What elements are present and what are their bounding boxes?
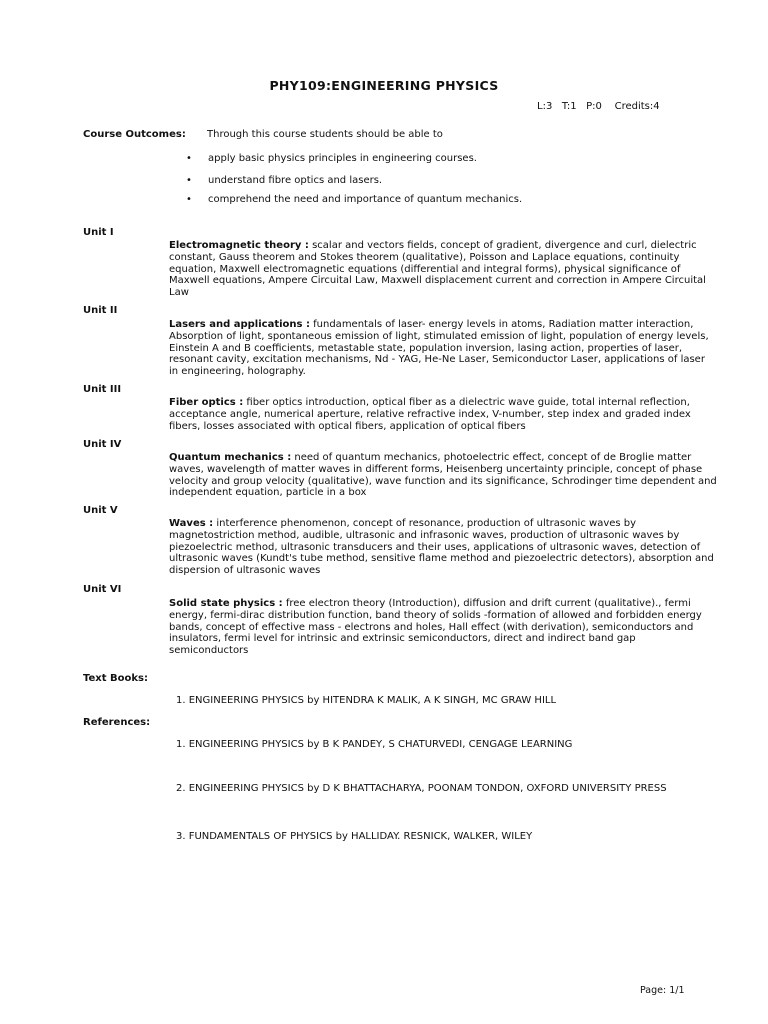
- unit-label: Unit I: [83, 227, 114, 238]
- unit-label: Unit III: [83, 384, 122, 395]
- text-book-item: 1. ENGINEERING PHYSICS by HITENDRA K MALIK, A K SINGH, MC GRAW HILL: [176, 695, 557, 706]
- references-label: References:: [83, 717, 151, 728]
- outcome-item: understand fibre optics and lasers.: [208, 175, 383, 186]
- unit-text: scalar and vectors fields, concept of gradient, divergence and curl, dielectric constant, Gauss theorem and Stokes theorem (qualitative), Poisson and Laplace equations, continuity equation, Maxwell electromagnetic equations (differential and integral forms), physical significance of Maxwell equations, Ampere Circuital Law, Maxwell displacement current and correction in Ampere Circuital Law: [169, 240, 706, 299]
- unit-label: Unit IV: [83, 439, 122, 450]
- unit-text: interference phenomenon, concept of resonance, production of ultrasonic waves by magnetostriction method, audible, ultrasonic and infrasonic waves, production of ultrasonic waves by piezoelectric method, ultrasonic transducers and their uses, applications of ultrasonic waves, detection of ultrasonic waves (Kundt's tube method, sensitive flame method and piezoelectric detectors), absorption and dispersion of ultrasonic waves: [169, 518, 714, 577]
- unit-heading: Waves :: [169, 518, 214, 529]
- unit-content: [169, 518, 717, 577]
- unit-content: [169, 397, 717, 432]
- unit-label: Unit V: [83, 505, 118, 516]
- bullet-marker: •: [186, 194, 192, 205]
- unit-heading: Lasers and applications :: [169, 319, 310, 330]
- unit-content: [169, 598, 717, 657]
- unit-text: fiber optics introduction, optical fiber as a dielectric wave guide, total internal reflection, acceptance angle, numerical aperture, relative refractive index, V-number, step index and graded index fibers, losses associated with optical fibers, application of optical fibers: [169, 397, 691, 432]
- unit-text: need of quantum mechanics, photoelectric effect, concept of de Broglie matter waves, wavelength of matter waves in different forms, Heisenberg uncertainty principle, concept of phase velocity and group velocity (qualitative), wave function and its significance, Schrodinger time dependent and independent equation, particle in a box: [169, 452, 717, 499]
- bullet-marker: •: [186, 153, 192, 164]
- outcome-item: comprehend the need and importance of quantum mechanics.: [208, 194, 523, 205]
- page-number: Page: 1/1: [640, 985, 685, 996]
- course-outcomes-intro: Through this course students should be able to: [207, 129, 443, 140]
- unit-heading: Quantum mechanics :: [169, 452, 292, 463]
- outcome-item: apply basic physics principles in engineering courses.: [208, 153, 477, 164]
- unit-text: fundamentals of laser- energy levels in atoms, Radiation matter interaction, Absorption of light, spontaneous emission of light, stimulated emission of light, population of energy levels, Einstein A and B coefficients, metastable state, population inversion, lasing action, properties of laser, resonant cavity, excitation mechanisms, Nd - YAG, He-Ne Laser, Semiconductor Laser, applications of laser in engineering, holography.: [169, 319, 709, 378]
- unit-heading: Electromagnetic theory :: [169, 240, 309, 251]
- page-title: PHY109:ENGINEERING PHYSICS: [269, 78, 499, 93]
- unit-content: [169, 319, 717, 378]
- bullet-marker: •: [186, 175, 192, 186]
- unit-content: [169, 240, 717, 299]
- reference-item: 1. ENGINEERING PHYSICS by B K PANDEY, S CHATURVEDI, CENGAGE LEARNING: [176, 739, 573, 750]
- unit-heading: Fiber optics :: [169, 397, 244, 408]
- unit-content: [169, 452, 717, 499]
- reference-item: 2. ENGINEERING PHYSICS by D K BHATTACHARYA, POONAM TONDON, OXFORD UNIVERSITY PRESS: [176, 783, 667, 794]
- unit-text: free electron theory (Introduction), diffusion and drift current (qualitative)., fermi energy, fermi-dirac distribution function, band theory of solids -formation of allowed and forbidden energy bands, concept of effective mass - electrons and holes, Hall effect (with derivation), semiconductors and insulators, fermi level for intrinsic and extrinsic semiconductors, direct and indirect band gap semiconductors: [169, 598, 702, 657]
- reference-item: 3. FUNDAMENTALS OF PHYSICS by HALLIDAY. RESNICK, WALKER, WILEY: [176, 831, 533, 842]
- unit-label: Unit VI: [83, 584, 122, 595]
- credits-line: L:3 T:1 P:0 Credits:4: [537, 101, 660, 112]
- unit-label: Unit II: [83, 305, 118, 316]
- course-outcomes-label: Course Outcomes:: [83, 129, 186, 140]
- text-books-label: Text Books:: [83, 673, 148, 684]
- unit-heading: Solid state physics :: [169, 598, 283, 609]
